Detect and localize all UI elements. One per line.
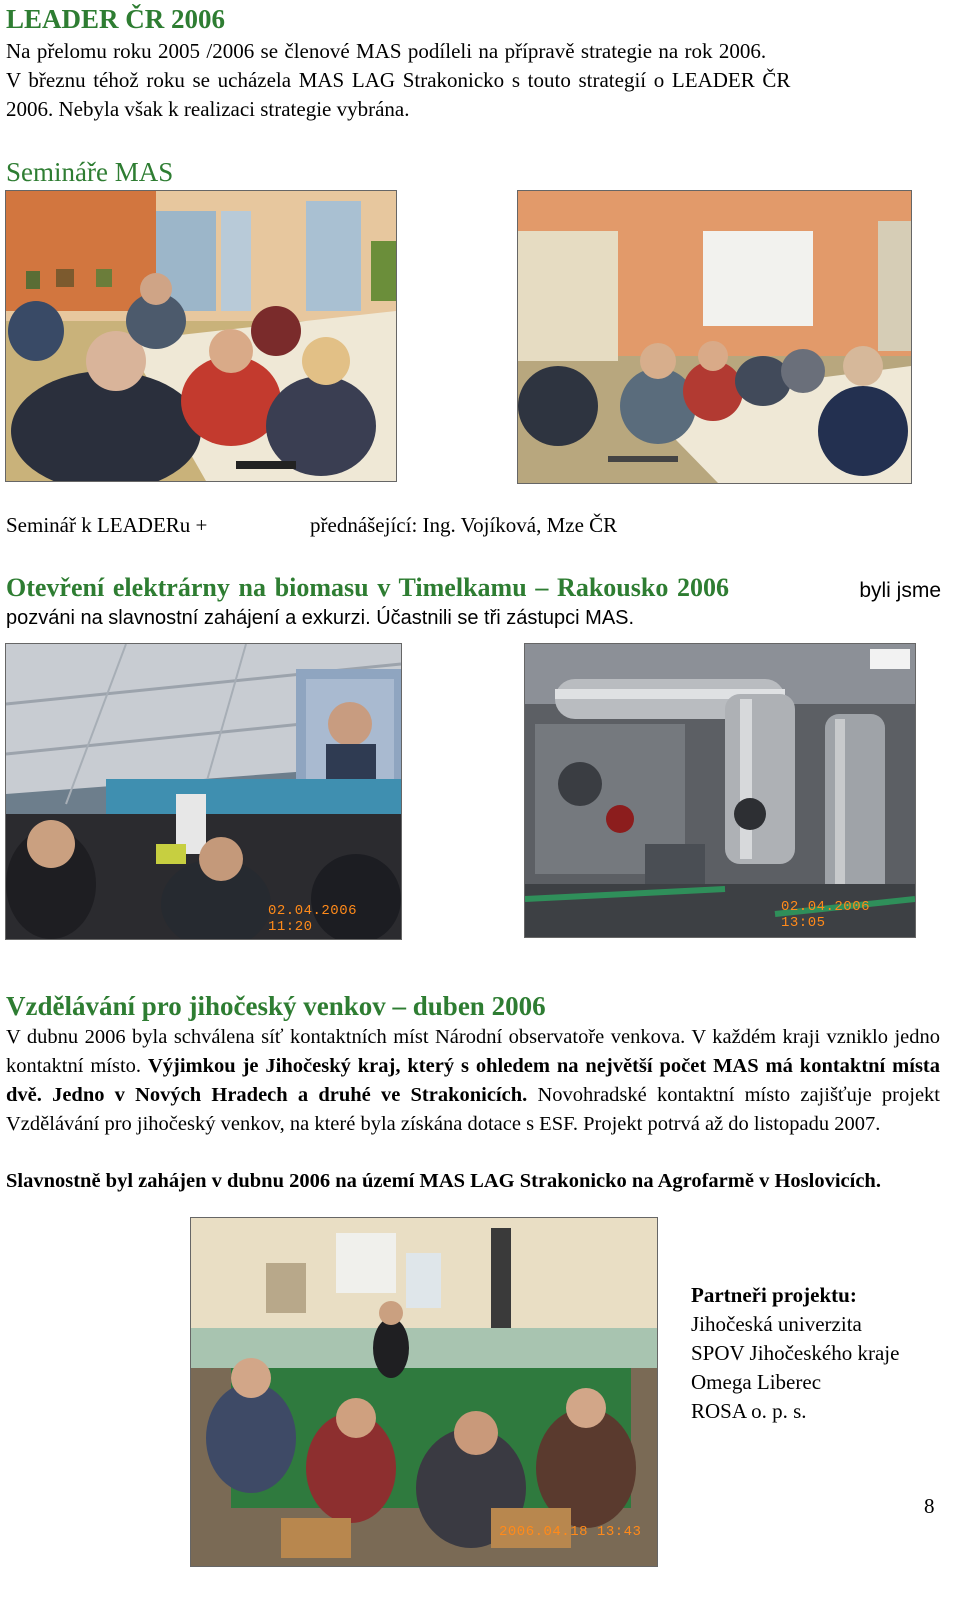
section1-line-1: Na přelomu roku 2005 /2006 se členové MAS podíleli na přípravě strategie na rok 2006. (6, 39, 767, 63)
photo-seminar-left (5, 190, 397, 482)
section4-p1-text-b: Novohradské kontaktní místo zajišťuje projekt Vzdělávání pro jihočeský venkov, na které byla získána dotace s ESF. Projekt potrvá až do listopadu 2007. (6, 1084, 940, 1135)
partners-title: Partneři projektu: (691, 1283, 857, 1307)
photo-agrofarm-event (190, 1217, 658, 1567)
section3-text-after-title: byli jsme (859, 579, 941, 602)
seminar-caption-left: Seminář k LEADERu + (6, 513, 208, 537)
section4-p1-bold: Výjimkou je Jihočeský kraj, který s ohledem na největší počet MAS má kontaktní místa dvě. Jedno v Nových Hradech a druhé ve Strakonicích. (6, 1055, 940, 1106)
photo-biomass-pipes (524, 643, 916, 938)
partner-item: Omega Liberec (691, 1370, 822, 1394)
section4-paragraph-2 (6, 1167, 940, 1196)
section-heading-biomasa (6, 573, 941, 603)
section4-p1-text-a: V dubnu 2006 byla schválena síť kontaktních míst Národní observatoře venkova. V každém kraji vzniklo jedno kontaktní místo. (6, 1026, 940, 1077)
section-title-leader: LEADER ČR 2006 (6, 4, 226, 34)
section4-paragraph-1 (6, 1023, 940, 1139)
partner-item: ROSA o. p. s. (691, 1399, 807, 1423)
seminar-caption-right: přednášející: Ing. Vojíková, Mze ČR (310, 513, 618, 537)
photo-biomass-tent (5, 643, 402, 940)
section3-line-2: pozváni na slavnostní zahájení a exkurzi. Účastnili se tři zástupci MAS. (6, 607, 635, 629)
section-title-seminare: Semináře MAS (6, 157, 174, 187)
section-title-vzdelavani: Vzdělávání pro jihočeský venkov – duben 2006 (6, 991, 546, 1021)
partner-item: Jihočeská univerzita (691, 1312, 862, 1336)
photo-seminar-right (517, 190, 912, 484)
section4-p2-bold: Slavnostně byl zahájen v dubnu 2006 na území MAS LAG Strakonicko na Agrofarmě v Hoslovicích. (6, 1170, 881, 1192)
photo-timestamp-left: 02.04.2006 11:20 (268, 903, 358, 935)
page-number: 8 (924, 1494, 935, 1518)
section1-line-3: 2006. Nebyla však k realizaci strategie vybrána. (6, 97, 410, 121)
photo-timestamp-agrofarm: 2006.04.18 13:43 (499, 1524, 642, 1540)
section1-line-2: V březnu téhož roku se ucházela MAS LAG Strakonicko s touto strategií o LEADER ČR (6, 68, 791, 92)
section-title-biomasa: Otevření elektrárny na biomasu v Timelkamu – Rakousko 2006 (6, 573, 730, 602)
partners-block (691, 1281, 899, 1426)
photo-timestamp-right: 02.04.2006 13:05 (781, 899, 871, 931)
partner-item: SPOV Jihočeského kraje (691, 1341, 900, 1365)
